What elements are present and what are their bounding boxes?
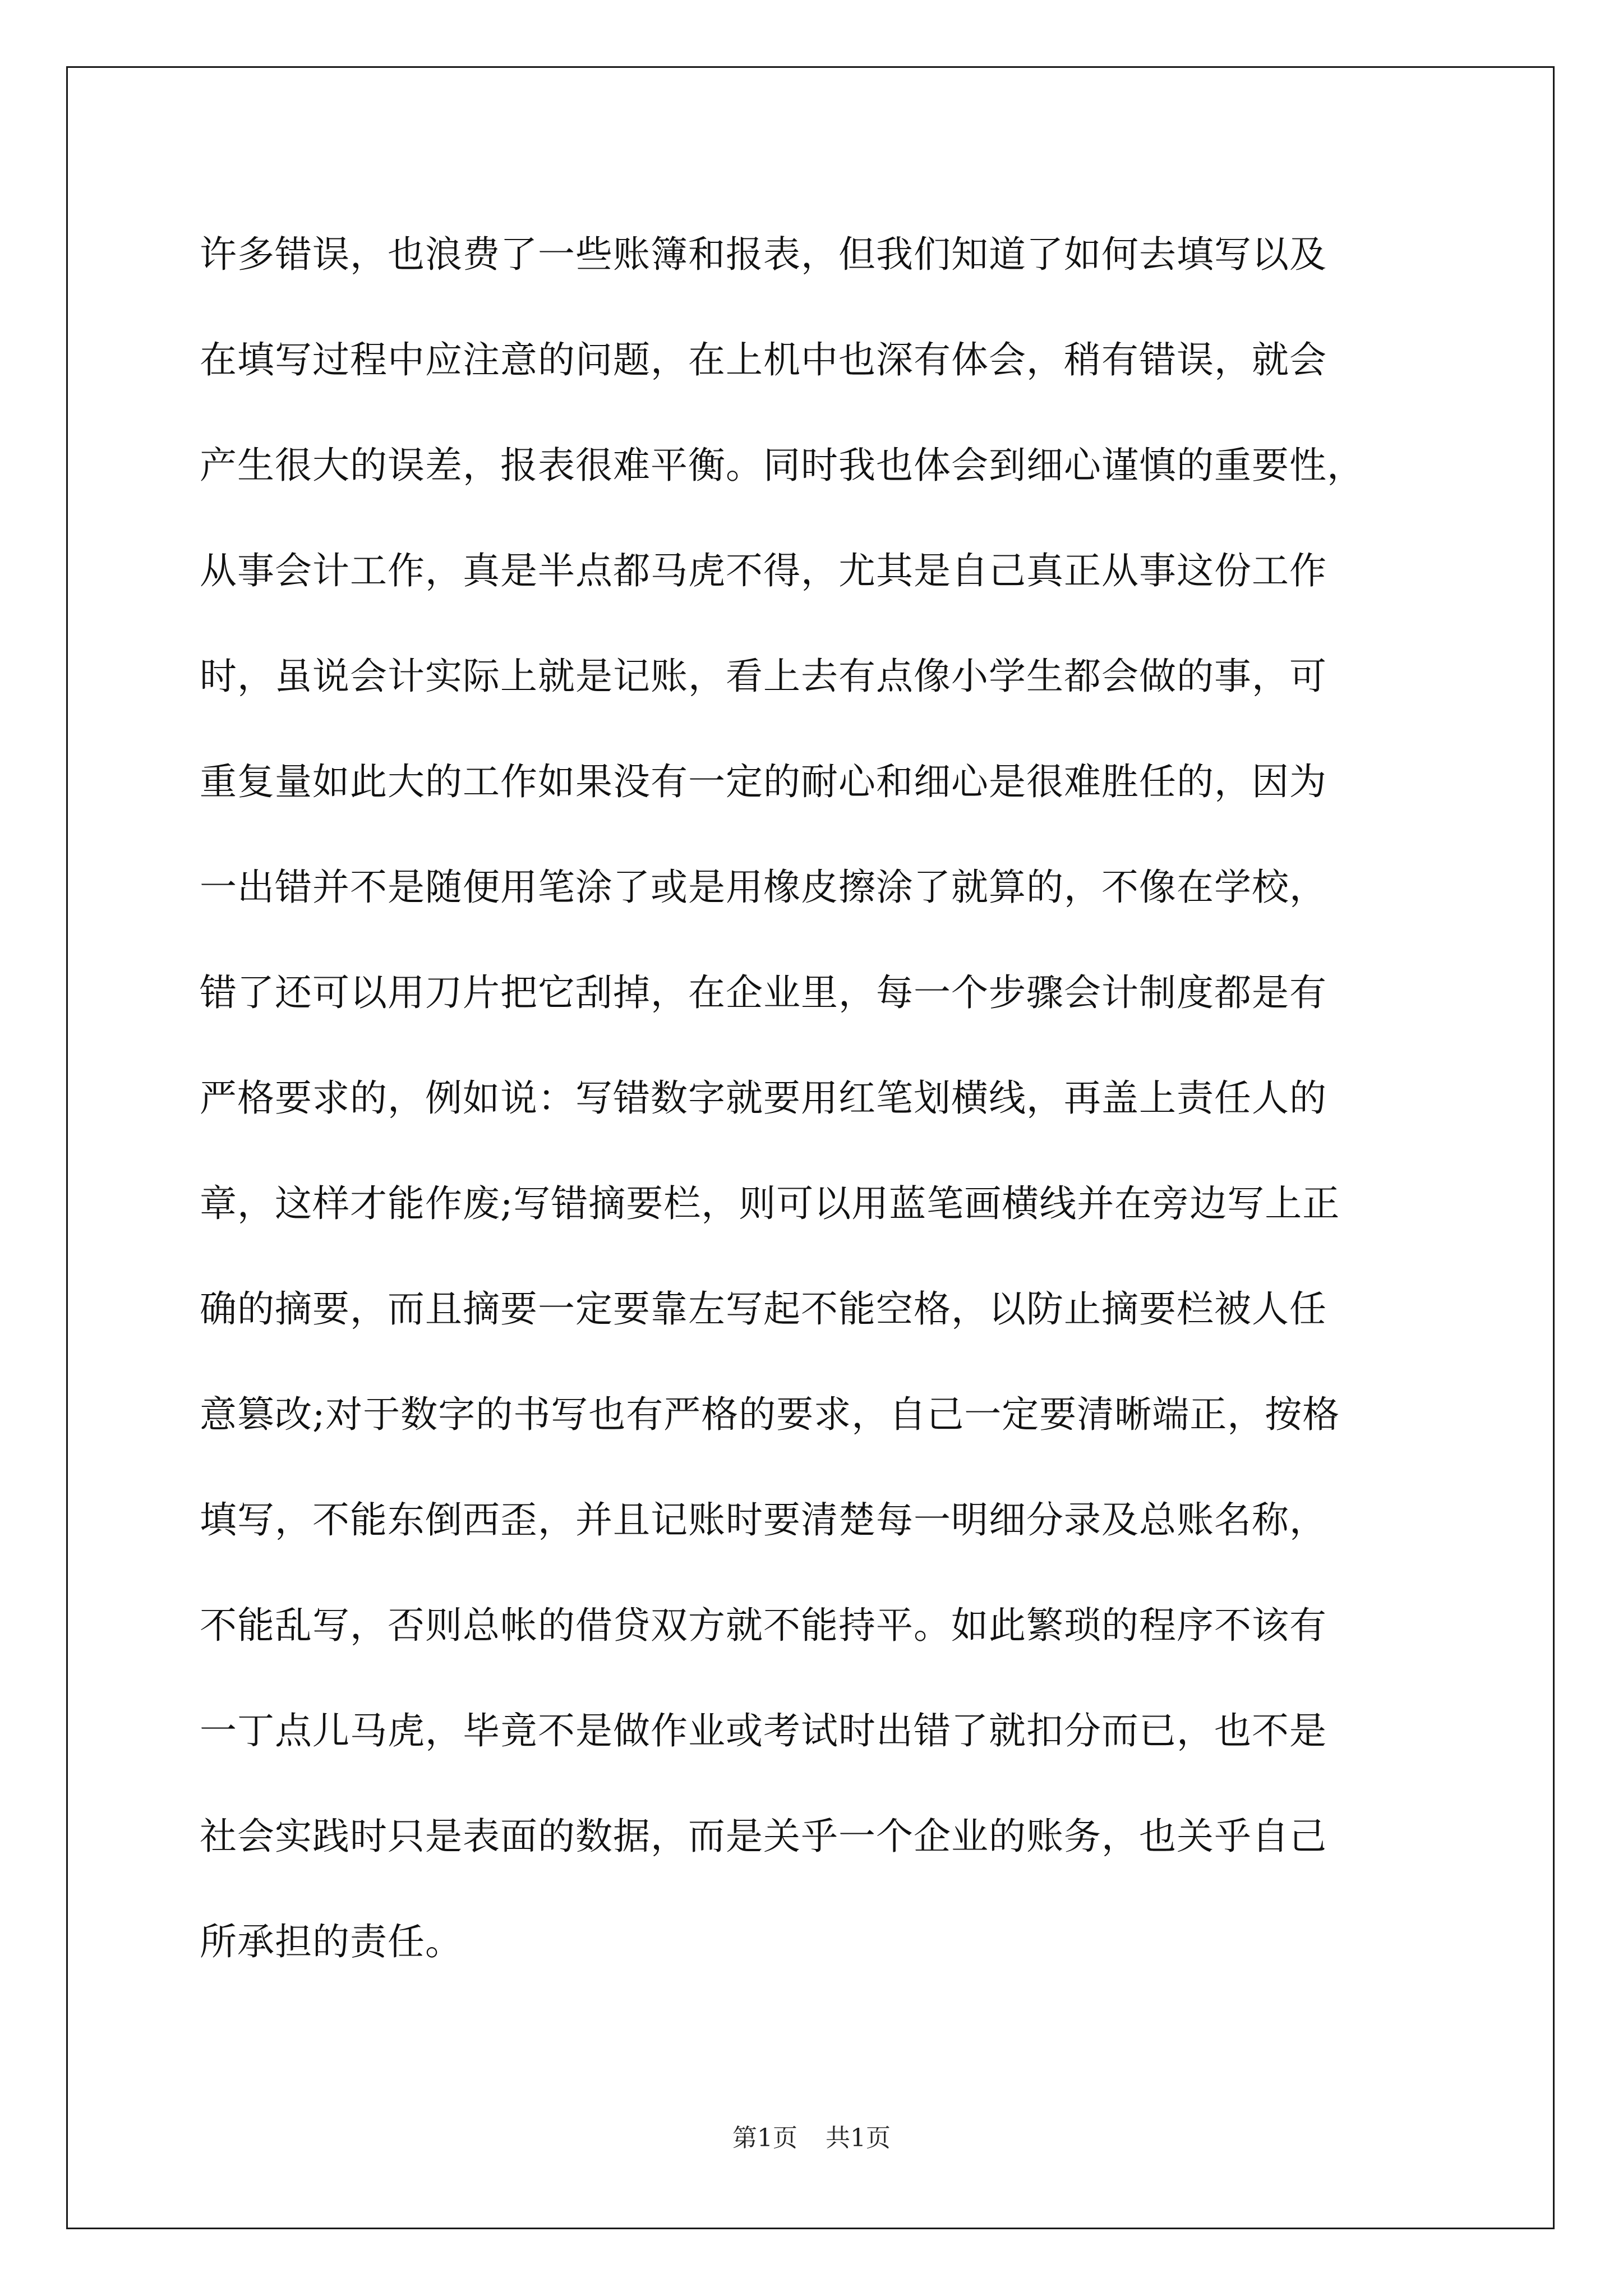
text-line: 确的摘要，而且摘要一定要靠左写起不能空格，以防止摘要栏被人任 [200,1287,1327,1331]
text-line: 时，虽说会计实际上就是记账，看上去有点像小学生都会做的事，可 [200,655,1327,698]
text-line: 许多错误，也浪费了一些账簿和报表，但我们知道了如何去填写以及 [200,233,1327,276]
text-line: 所承担的责任。 [200,1920,463,1963]
text-line: 社会实践时只是表面的数据，而是关乎一个企业的账务，也关乎自己 [200,1815,1327,1858]
text-line: 意篡改;对于数字的书写也有严格的要求，自己一定要清晰端正，按格 [200,1393,1340,1436]
text-line: 章，这样才能作废;写错摘要栏，则可以用蓝笔画横线并在旁边写上正 [200,1182,1340,1225]
text-line: 不能乱写，否则总帐的借贷双方就不能持平。如此繁琐的程序不该有 [200,1604,1327,1647]
page-footer [0,2122,1623,2155]
text-line: 从事会计工作，真是半点都马虎不得，尤其是自己真正从事这份工作 [200,549,1327,592]
text-line: 一出错并不是随便用笔涂了或是用橡皮擦涂了就算的，不像在学校， [200,866,1327,909]
text-line: 重复量如此大的工作如果没有一定的耐心和细心是很难胜任的，因为 [200,760,1327,803]
text-line: 填写，不能东倒西歪，并且记账时要清楚每一明细分录及总账名称， [200,1498,1327,1542]
page-number-current: 第1页 [732,2124,797,2152]
text-line: 错了还可以用刀片把它刮掉，在企业里，每一个步骤会计制度都是有 [200,971,1327,1014]
body-text [200,202,1433,1995]
page-number-total: 共1页 [826,2124,891,2152]
text-line: 产生很大的误差，报表很难平衡。同时我也体会到细心谨慎的重要性， [200,444,1364,487]
text-line: 严格要求的，例如说：写错数字就要用红笔划横线，再盖上责任人的 [200,1076,1327,1120]
text-line: 在填写过程中应注意的问题，在上机中也深有体会，稍有错误，就会 [200,338,1327,381]
text-line: 一丁点儿马虎，毕竟不是做作业或考试时出错了就扣分而已，也不是 [200,1709,1327,1752]
